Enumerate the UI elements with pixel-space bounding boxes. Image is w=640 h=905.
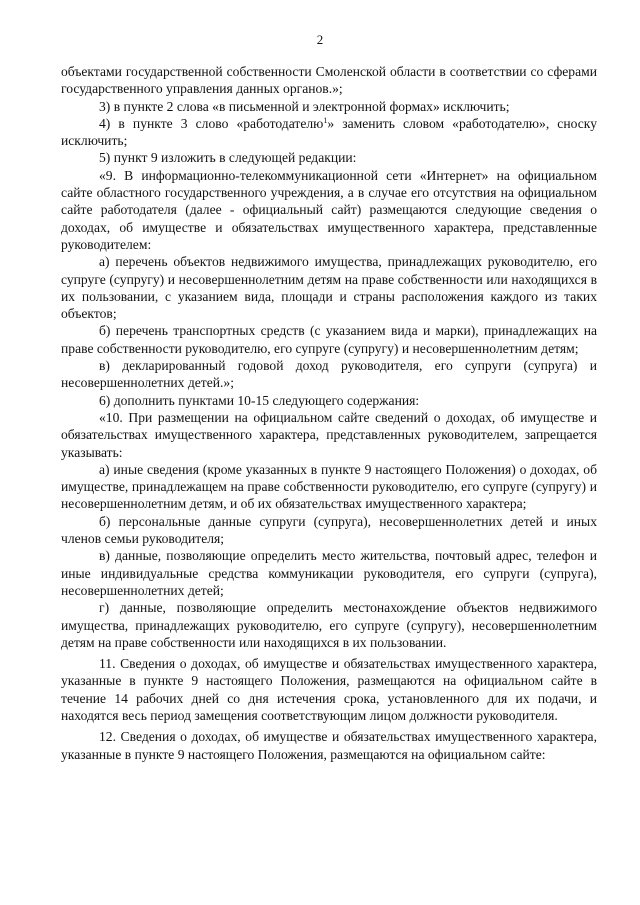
page-number: 2 bbox=[316, 32, 324, 47]
paragraph-point-9: «9. В информационно-телекоммуникационной сети «Интернет» на официальном сайте областного государственного учреждения, а в случае его отсутствия на официальном сайте работодателя (далее - официальный сайт) размещаются следующие сведения о доходах, об имуществе и обязательствах имущественного характера, представленные руководителем: bbox=[61, 167, 597, 252]
paragraph-point-10: «10. При размещении на официальном сайте сведений о доходах, об имуществе и обязательствах имущественного характера, представленных руководителем, запрещается указывать: bbox=[61, 409, 597, 460]
paragraph-point-12: 12. Сведения о доходах, об имуществе и обязательствах имущественного характера, указанные в пункте 9 настоящего Положения, размещаются на официальном сайте: bbox=[61, 729, 597, 762]
item-4-text-end: » заменить словом «работодателю», сноску исключить; bbox=[61, 115, 597, 149]
paragraph-point-10-b: б) персональные данные супруги (супруга), несовершеннолетних детей и иных членов семьи руководителя; bbox=[61, 513, 597, 547]
paragraph-item-4 bbox=[61, 115, 597, 150]
paragraph-point-9-b: б) перечень транспортных средств (с указанием вида и марки), принадлежащих на праве собственности руководителю, его супруге (супругу) и несовершеннолетним детям; bbox=[61, 323, 597, 356]
paragraph-point-10-v: в) данные, позволяющие определить место жительства, почтовый адрес, телефон и иные индивидуальные средства коммуникации руководителя, его супруги (супруга), несовершеннолетних детей; bbox=[61, 548, 597, 598]
paragraph-point-10-g: г) данные, позволяющие определить местонахождение объектов недвижимого имущества, принадлежащих руководителю, его супруге (супругу), несовершеннолетним детям на праве собственности или находящихся в их пользовании. bbox=[61, 600, 597, 650]
paragraph-point-9-v: в) декларированный годовой доход руководителя, его супруги (супруга) и несовершеннолетних детей.»; bbox=[61, 358, 597, 391]
paragraph-point-9-a: а) перечень объектов недвижимого имущества, принадлежащих руководителю, его супруге (супругу) и несовершеннолетним детям на праве собственности или находящихся в их пользовании, с указанием вида, площади и страны расположения каждого из таких объектов; bbox=[61, 254, 597, 322]
document-body bbox=[61, 63, 597, 763]
paragraph-point-11: 11. Сведения о доходах, об имуществе и обязательствах имущественного характера, указанные в пункте 9 настоящего Положения, размещаются на официальном сайте в течение 14 рабочих дней со дня истечения срока, установленного для их подачи, и находятся весь период замещения соответствующим лицом должности руководителя. bbox=[61, 656, 597, 723]
paragraph-item-5: 5) пункт 9 изложить в следующей редакции: bbox=[99, 150, 357, 166]
paragraph-item-6: 6) дополнить пунктами 10-15 следующего содержания: bbox=[99, 392, 420, 408]
paragraph-continuation: объектами государственной собственности Смоленской области в соответствии со сферами государственного управления данных органов.»; bbox=[61, 64, 597, 97]
paragraph-item-3: 3) в пункте 2 слова «в письменной и электронной формах» исключить; bbox=[99, 98, 510, 114]
footnote-marker: 1 bbox=[323, 115, 328, 125]
paragraph-point-10-a: а) иные сведения (кроме указанных в пункте 9 настоящего Положения) о доходах, об имуществе, принадлежащем на праве собственности руководителю, его супруге (супругу) и несовершеннолетним детям, и об их обязательствах имущественного характера; bbox=[61, 461, 597, 512]
item-4-text-start: 4) в пункте 3 слово «работодателю bbox=[99, 115, 324, 131]
